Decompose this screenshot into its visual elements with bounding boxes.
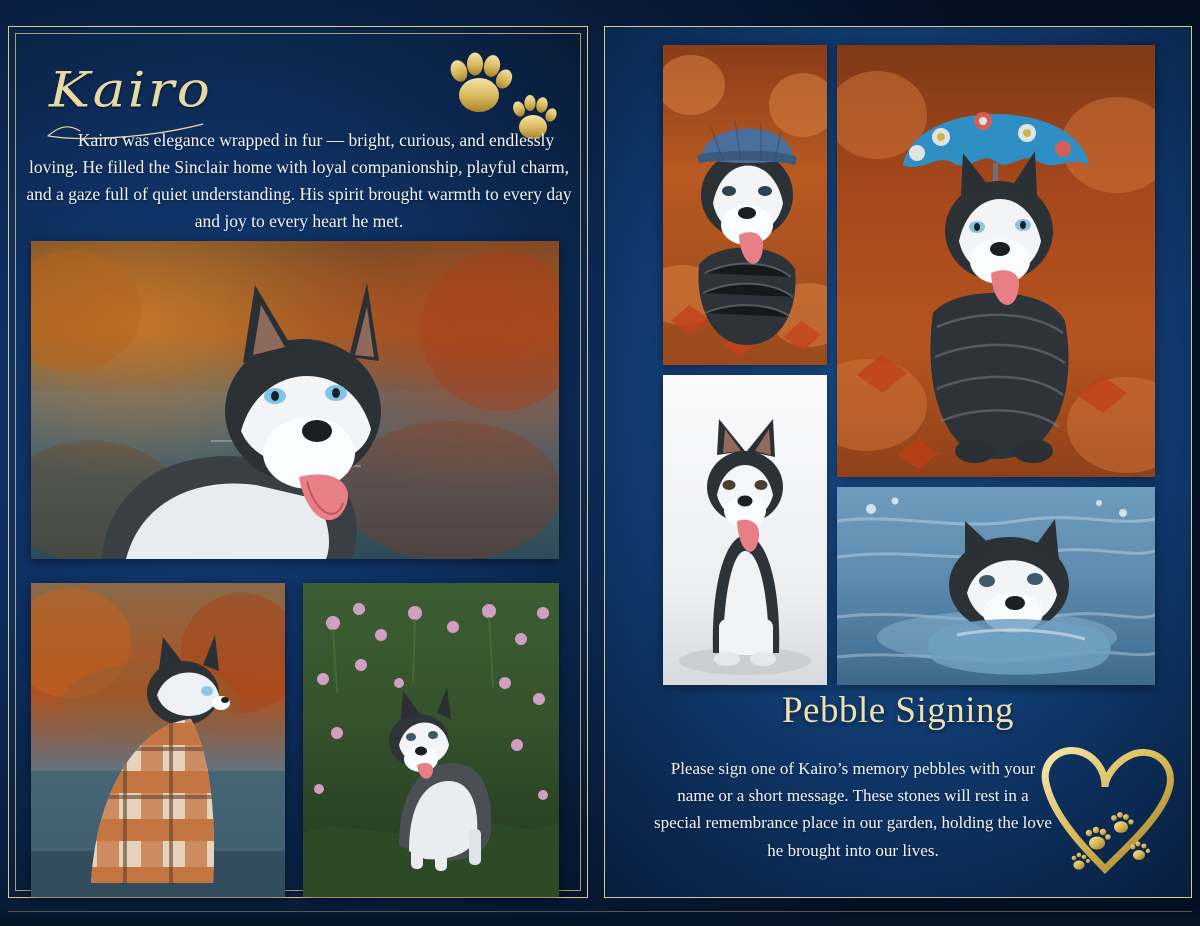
bio-paragraph: Kairo was elegance wrapped in fur — bright, curious, and endlessly loving. He filled the Sinclair home with loyal companionship, playful charm, and a gaze full of quiet understanding. His spirit brought warmth to every day and joy to every heart he met. [26,130,572,232]
photo-husky-studio-portrait [663,375,827,685]
page-title [49,62,213,119]
heart-with-paw-prints-icon [1027,735,1183,885]
photo-husky-in-plaid-blanket [31,583,285,897]
photo-husky-with-umbrella [837,45,1155,477]
photo-husky-by-autumn-lake [31,241,559,559]
bottom-edge-shadow [0,908,1200,926]
pebble-signing-heading: Pebble Signing [781,690,1015,731]
photo-husky-swimming [837,487,1155,685]
right-panel [604,26,1192,898]
photo-husky-in-pink-flowers [303,583,559,897]
left-panel [8,26,588,898]
pebble-signing-body: Please sign one of Kairo’s memory pebbles with your name or a short message. These stones will rest in a special remembrance place in our garden, holding the love he brought into our lives. [654,759,1052,860]
page-title-text: Kairo [49,62,213,119]
photo-husky-in-flat-cap [663,45,827,365]
